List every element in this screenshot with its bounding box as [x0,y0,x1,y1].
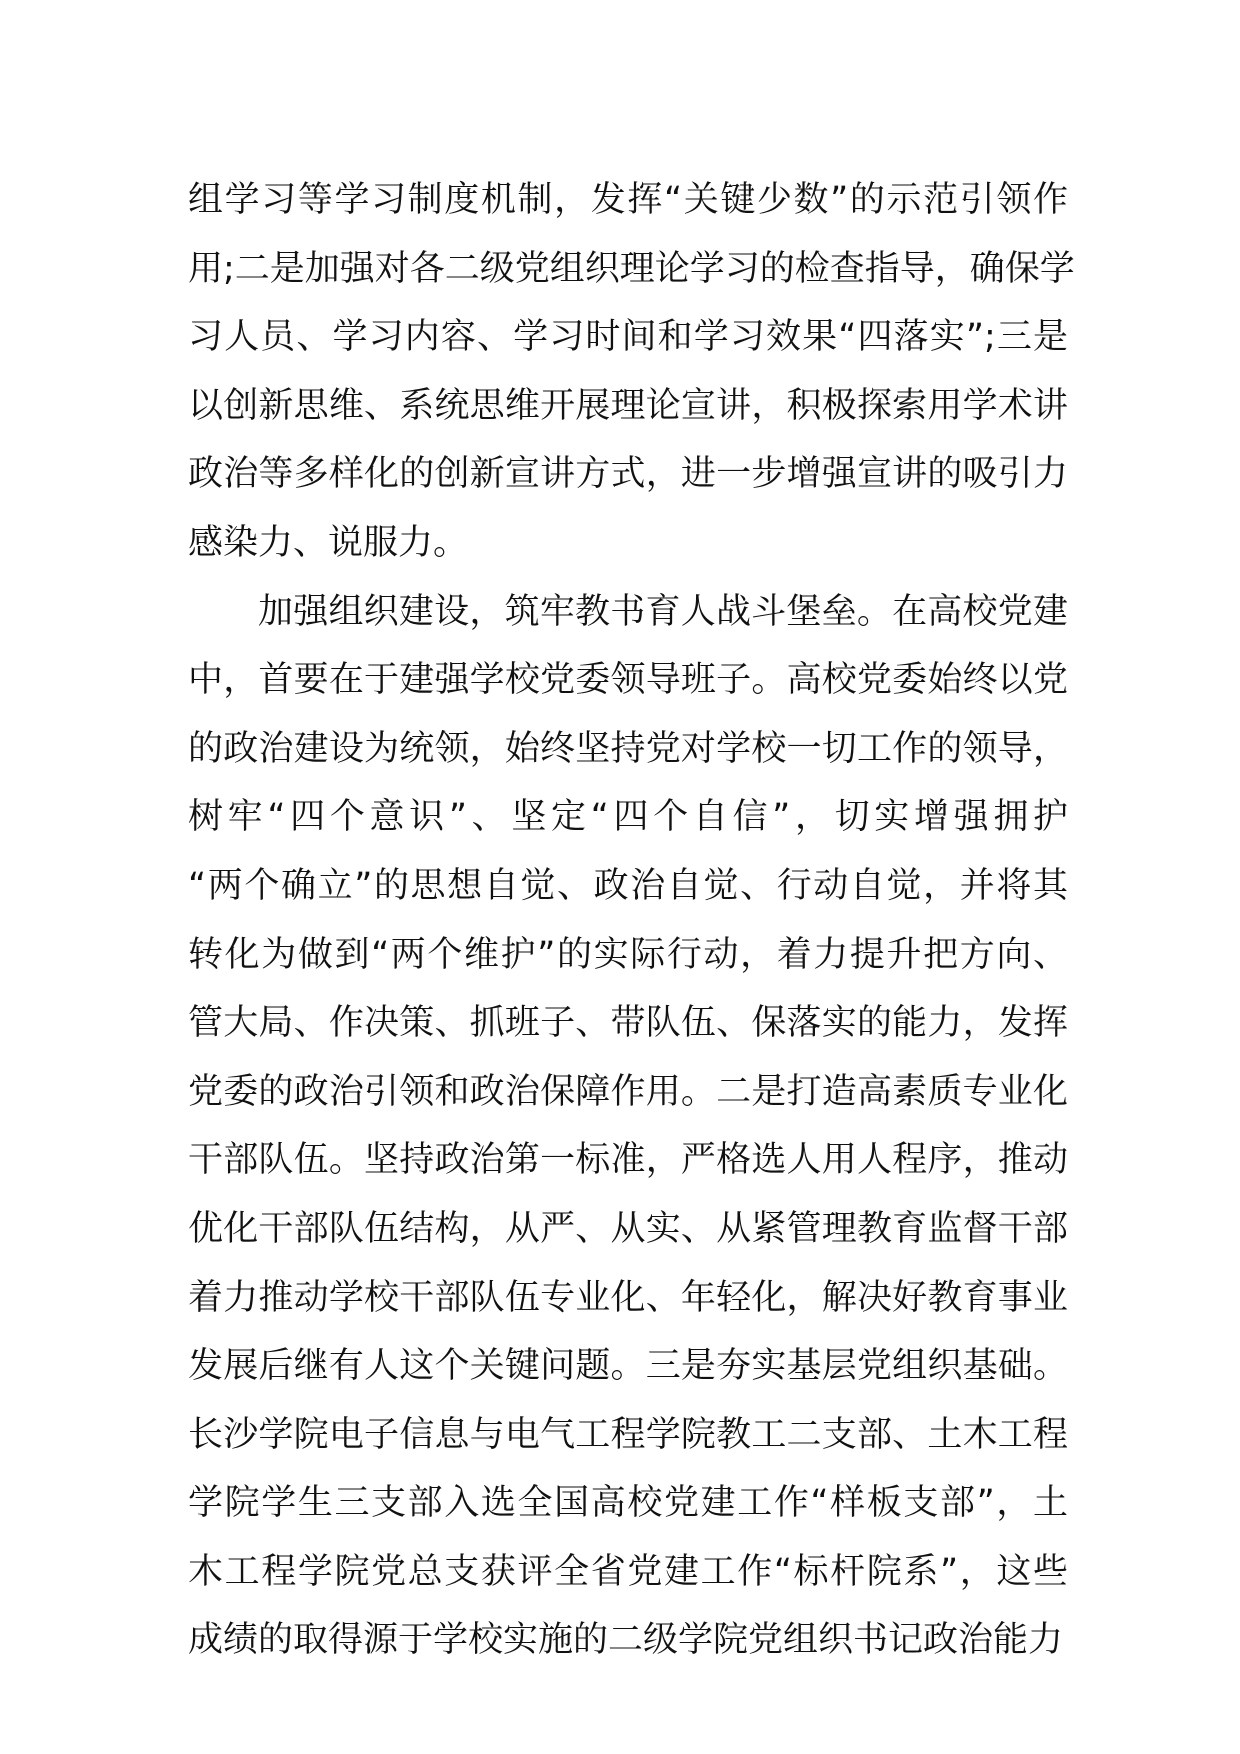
paragraph-line: 用;二是加强对各二级党组织理论学习的检查指导，确保学 [188,248,1075,289]
body-text [188,166,1075,1675]
paragraph-1 [188,166,1075,578]
paragraph-line: 成绩的取得源于学校实施的二级学院党组织书记政治能力 [188,1620,1064,1661]
paragraph-line: 以创新思维、系统思维开展理论宣讲，积极探索用学术讲 [188,385,1068,426]
paragraph-line: 树牢“四个意识”、坚定“四个自信”，切实增强拥护 [188,797,1068,838]
paragraph-line: 中，首要在于建强学校党委领导班子。高校党委始终以党 [188,660,1068,701]
paragraph-line: 党委的政治引领和政治保障作用。二是打造高素质专业化 [188,1071,1068,1112]
paragraph-line: 习人员、学习内容、学习时间和学习效果“四落实”;三是 [188,317,1068,358]
paragraph-line: 的政治建设为统领，始终坚持党对学校一切工作的领导， [188,728,1068,769]
paragraph-line: 感染力、说服力。 [188,522,469,563]
paragraph-line: 干部队伍。坚持政治第一标准，严格选人用人程序，推动 [188,1140,1068,1181]
paragraph-line: “两个确立”的思想自觉、政治自觉、行动自觉，并将其 [188,865,1068,906]
paragraph-line: 学院学生三支部入选全国高校党建工作“样板支部”，土 [188,1483,1068,1524]
paragraph-line: 政治等多样化的创新宣讲方式，进一步增强宣讲的吸引力 [188,454,1068,495]
paragraph-line: 管大局、作决策、抓班子、带队伍、保落实的能力，发挥 [188,1003,1068,1044]
paragraph-line: 转化为做到“两个维护”的实际行动，着力提升把方向、 [188,934,1068,975]
paragraph-2 [188,578,1068,1676]
paragraph-line: 着力推动学校干部队伍专业化、年轻化，解决好教育事业 [188,1277,1068,1318]
paragraph-line: 长沙学院电子信息与电气工程学院教工二支部、土木工程 [188,1414,1068,1455]
paragraph-line: 组学习等学习制度机制，发挥“关键少数”的示范引领作 [188,180,1068,220]
paragraph-line: 加强组织建设，筑牢教书育人战斗堡垒。在高校党建 [258,591,1068,632]
paragraph-line: 木工程学院党总支获评全省党建工作“标杆院系”，这些 [188,1551,1068,1592]
paragraph-line: 优化干部队伍结构，从严、从实、从紧管理教育监督干部 [188,1208,1068,1249]
paragraph-line: 发展后继有人这个关键问题。三是夯实基层党组织基础。 [188,1346,1068,1387]
